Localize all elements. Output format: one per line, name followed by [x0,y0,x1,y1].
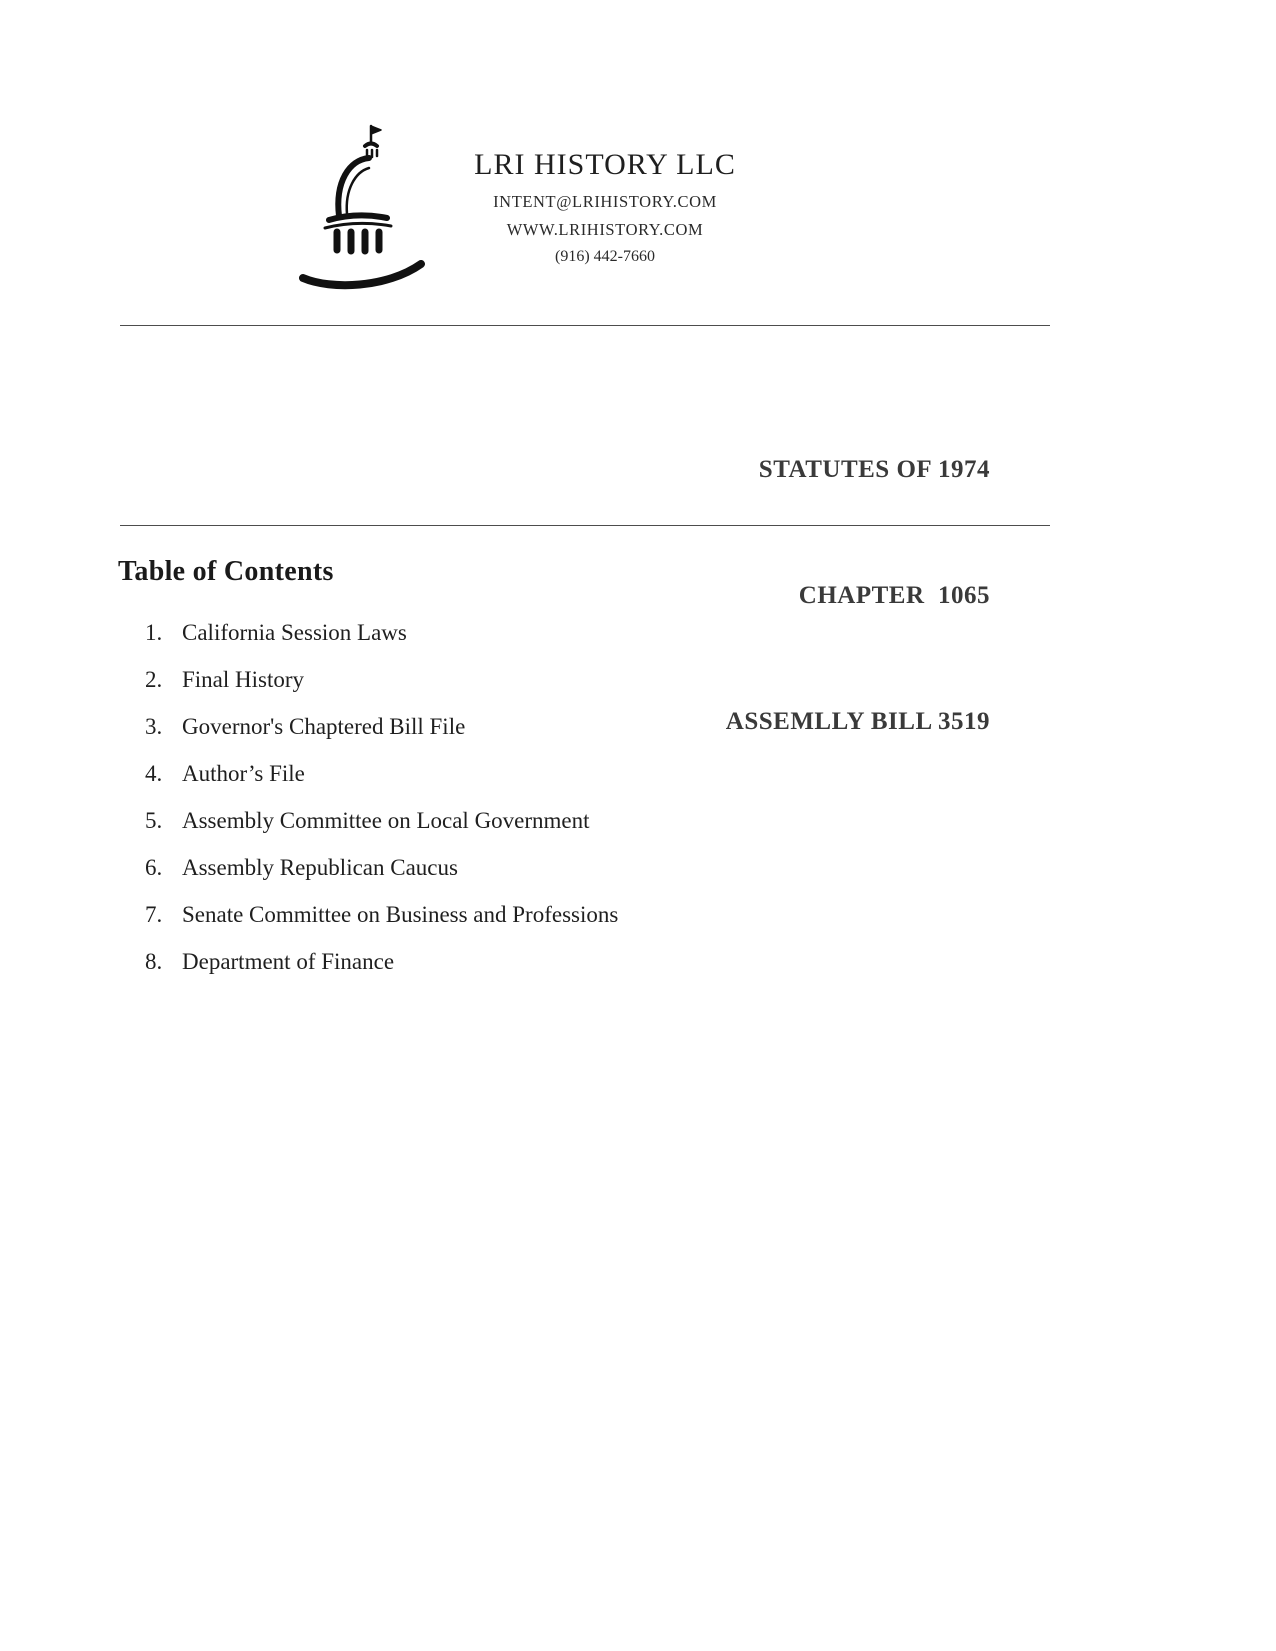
toc-item-number: 8. [145,949,163,974]
company-phone: (916) 442-7660 [555,248,655,265]
capitol-logo-icon [295,120,445,295]
toc-item-label: Senate Committee on Business and Professions [182,902,619,927]
toc-item [145,667,965,714]
toc-item [145,620,965,667]
toc-item-number: 6. [145,855,163,880]
toc-item [145,761,965,808]
toc-item [145,855,965,902]
toc-item-number: 1. [145,620,163,645]
toc-item [145,949,965,996]
toc-item-number: 2. [145,667,163,692]
toc-item-number: 4. [145,761,163,786]
assembly-bill-line: ASSEMLLY BILL 3519 [725,708,990,735]
divider-bottom [120,525,1050,526]
toc-item-number: 3. [145,714,163,739]
company-website: WWW.LRIHISTORY.COM [506,220,704,239]
toc-list [145,620,965,996]
toc-item-label: Department of Finance [182,949,395,974]
toc-item-label: Assembly Committee on Local Government [182,808,590,833]
toc-item-number: 5. [145,808,163,833]
toc-item-label: California Session Laws [182,620,407,645]
chapter-line: CHAPTER 1065 [798,582,990,609]
company-name: LRI HISTORY LLC [474,148,736,181]
toc-item-label: Governor's Chaptered Bill File [182,714,466,739]
toc-item-label: Author’s File [182,761,305,786]
toc-item [145,714,965,761]
toc-item-label: Final History [182,667,305,692]
divider-top [120,325,1050,326]
toc-item [145,902,965,949]
toc-heading: Table of Contents [118,556,334,587]
toc-item-number: 7. [145,902,163,927]
statutes-line: STATUTES OF 1974 [758,456,990,483]
company-email: INTENT@LRIHISTORY.COM [493,192,717,211]
letterhead [440,148,770,266]
toc-item-label: Assembly Republican Caucus [182,855,458,880]
toc-item [145,808,965,855]
